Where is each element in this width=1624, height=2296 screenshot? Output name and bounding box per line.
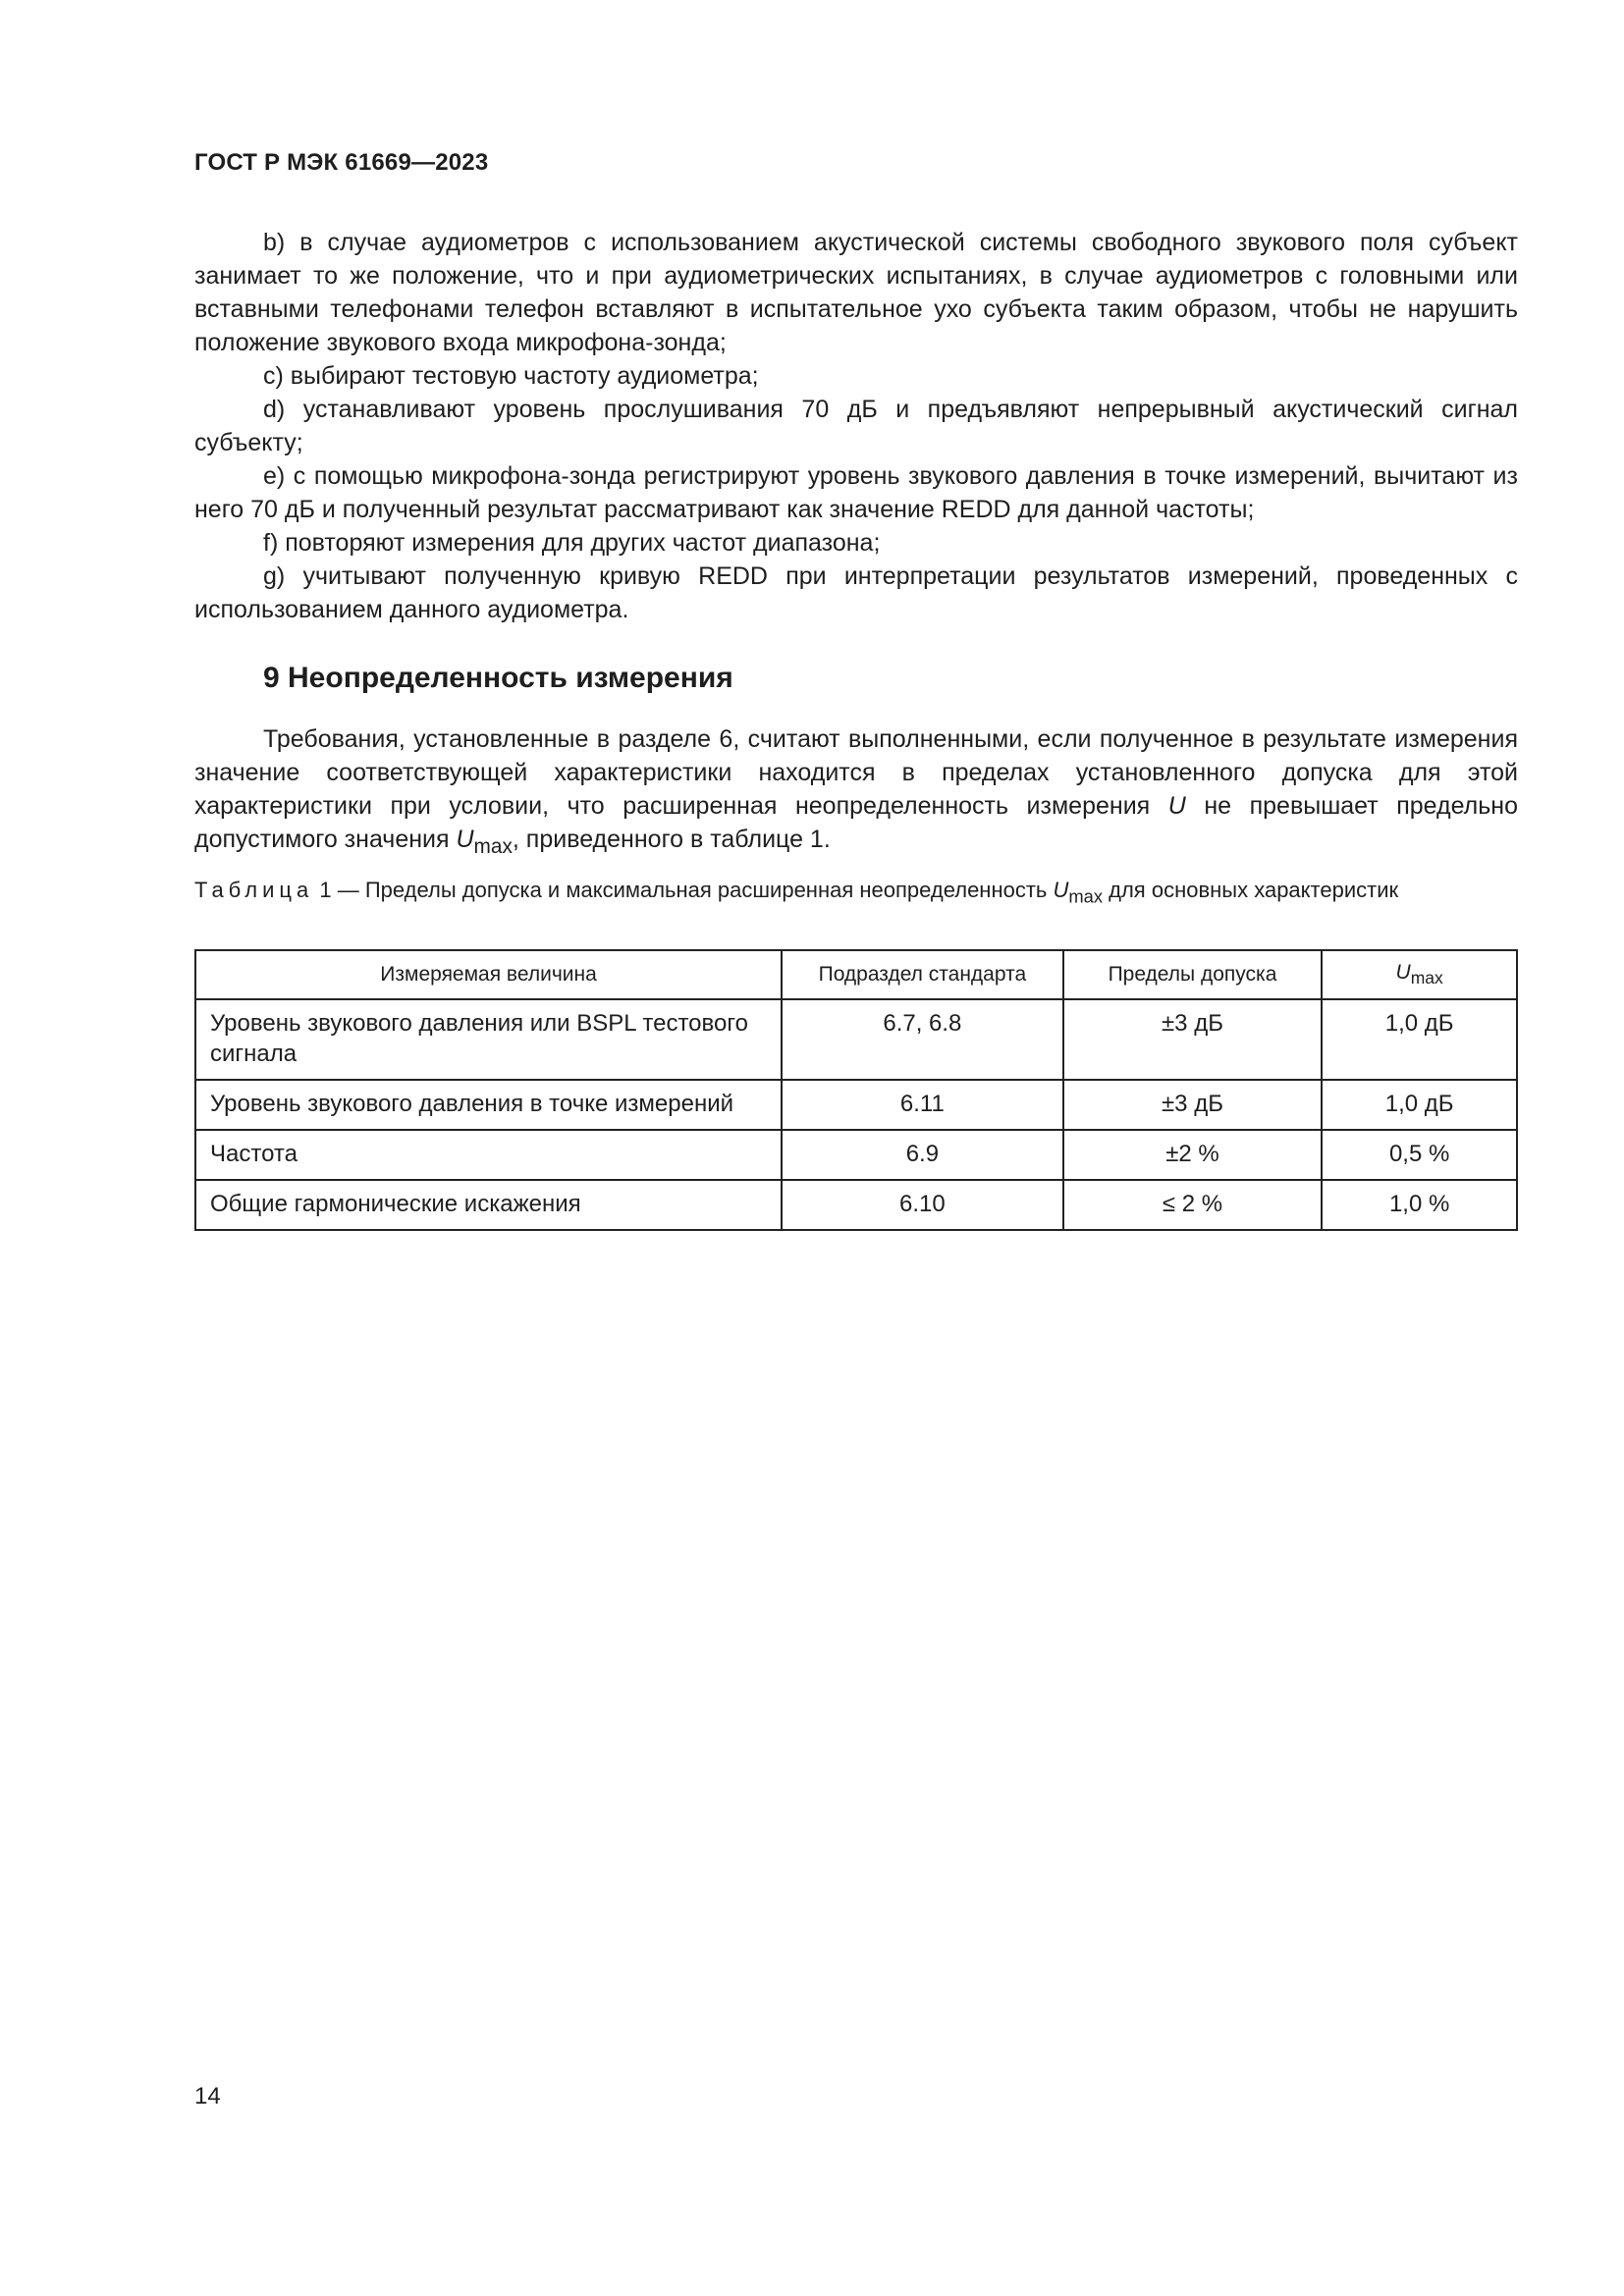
cell-quantity: Уровень звукового давления или BSPL тестового сигнала [195, 999, 782, 1080]
para-symbol-umax-sub: max [473, 835, 513, 858]
col-header-umax-base: U [1395, 960, 1411, 984]
para-text-1: Требования, установленные в разделе 6, считают выполненными, если полученное в результате измерения значение соответствующей характеристики находится в пределах установленного допуска для этой характеристики при условии, что расширенная неопределенность измерения [194, 725, 1518, 820]
section-9-paragraph [194, 722, 1518, 864]
cell-quantity: Частота [195, 1130, 782, 1180]
cell-umax: 0,5 % [1322, 1130, 1517, 1180]
step-f: f) повторяют измерения для других частот диапазона; [263, 529, 881, 557]
table-caption-symbol: U [1053, 878, 1069, 902]
step-g: g) учитывают полученную кривую REDD при интерпретации результатов измерений, проведенных с использованием данного аудиометра. [194, 562, 1518, 623]
col-header-tolerance: Пределы допуска [1063, 950, 1323, 999]
table-caption-number: 1 — Пределы допуска и максимальная расширенная неопределенность [313, 878, 1054, 902]
cell-subclause: 6.9 [782, 1130, 1063, 1180]
step-c: c) выбирают тестовую частоту аудиометра; [263, 362, 759, 390]
cell-subclause: 6.11 [782, 1080, 1063, 1130]
tolerance-table [194, 949, 1518, 1231]
cell-quantity: Уровень звукового давления в точке измерений [195, 1080, 782, 1130]
table-header-row [195, 950, 1517, 999]
col-header-umax-sub: max [1410, 968, 1443, 988]
para-symbol-u: U [1167, 792, 1186, 820]
cell-umax: 1,0 % [1322, 1180, 1517, 1230]
step-e: e) с помощью микрофона-зонда регистрируют уровень звукового давления в точке измерений, вычитают из него 70 дБ и полученный результат рассматривают как значение REDD для данной частоты; [194, 462, 1518, 523]
page-number: 14 [194, 2083, 221, 2109]
table-row [195, 1080, 1517, 1130]
para-symbol-umax: U [456, 826, 474, 853]
section-9-title: 9 Неопределенность измерения [263, 662, 733, 694]
cell-subclause: 6.7, 6.8 [782, 999, 1063, 1080]
cell-quantity: Общие гармонические искажения [195, 1180, 782, 1230]
para-text-2: не превышает предельно допустимого значения [194, 792, 1519, 853]
cell-tolerance: ±2 % [1063, 1130, 1323, 1180]
table-row [195, 1130, 1517, 1180]
step-b: b) в случае аудиометров с использованием акустической системы свободного звукового поля субъект занимает то же положение, что и при аудиометрических испытаниях, в случае аудиометров с головными или вставными телефонами телефон вставляют в испытательное ухо субъекта таким образом, чтобы не нарушить положение звукового входа микрофона-зонда; [194, 229, 1518, 356]
col-header-subclause: Подраздел стандарта [782, 950, 1063, 999]
table-caption-label: Таблица [194, 878, 314, 902]
table-caption-symbol-sub: max [1068, 885, 1104, 907]
table-caption-rest: для основных характеристик [1103, 878, 1399, 902]
table-row [195, 999, 1517, 1080]
document-code-header: ГОСТ Р МЭК 61669—2023 [194, 149, 489, 176]
para-text-3: , приведенного в таблице 1. [512, 826, 831, 853]
cell-umax: 1,0 дБ [1322, 1080, 1517, 1130]
col-header-quantity: Измеряемая величина [195, 950, 782, 999]
step-d: d) устанавливают уровень прослушивания 70 дБ и предъявляют непрерывный акустический сигнал субъекту; [194, 396, 1518, 456]
table-row [195, 1180, 1517, 1230]
cell-umax: 1,0 дБ [1322, 999, 1517, 1080]
cell-subclause: 6.10 [782, 1180, 1063, 1230]
cell-tolerance: ≤ 2 % [1063, 1180, 1323, 1230]
procedure-steps [194, 226, 1518, 626]
cell-tolerance: ±3 дБ [1063, 1080, 1323, 1130]
table-caption [194, 877, 1518, 910]
cell-tolerance: ±3 дБ [1063, 999, 1323, 1080]
col-header-umax [1322, 950, 1517, 999]
